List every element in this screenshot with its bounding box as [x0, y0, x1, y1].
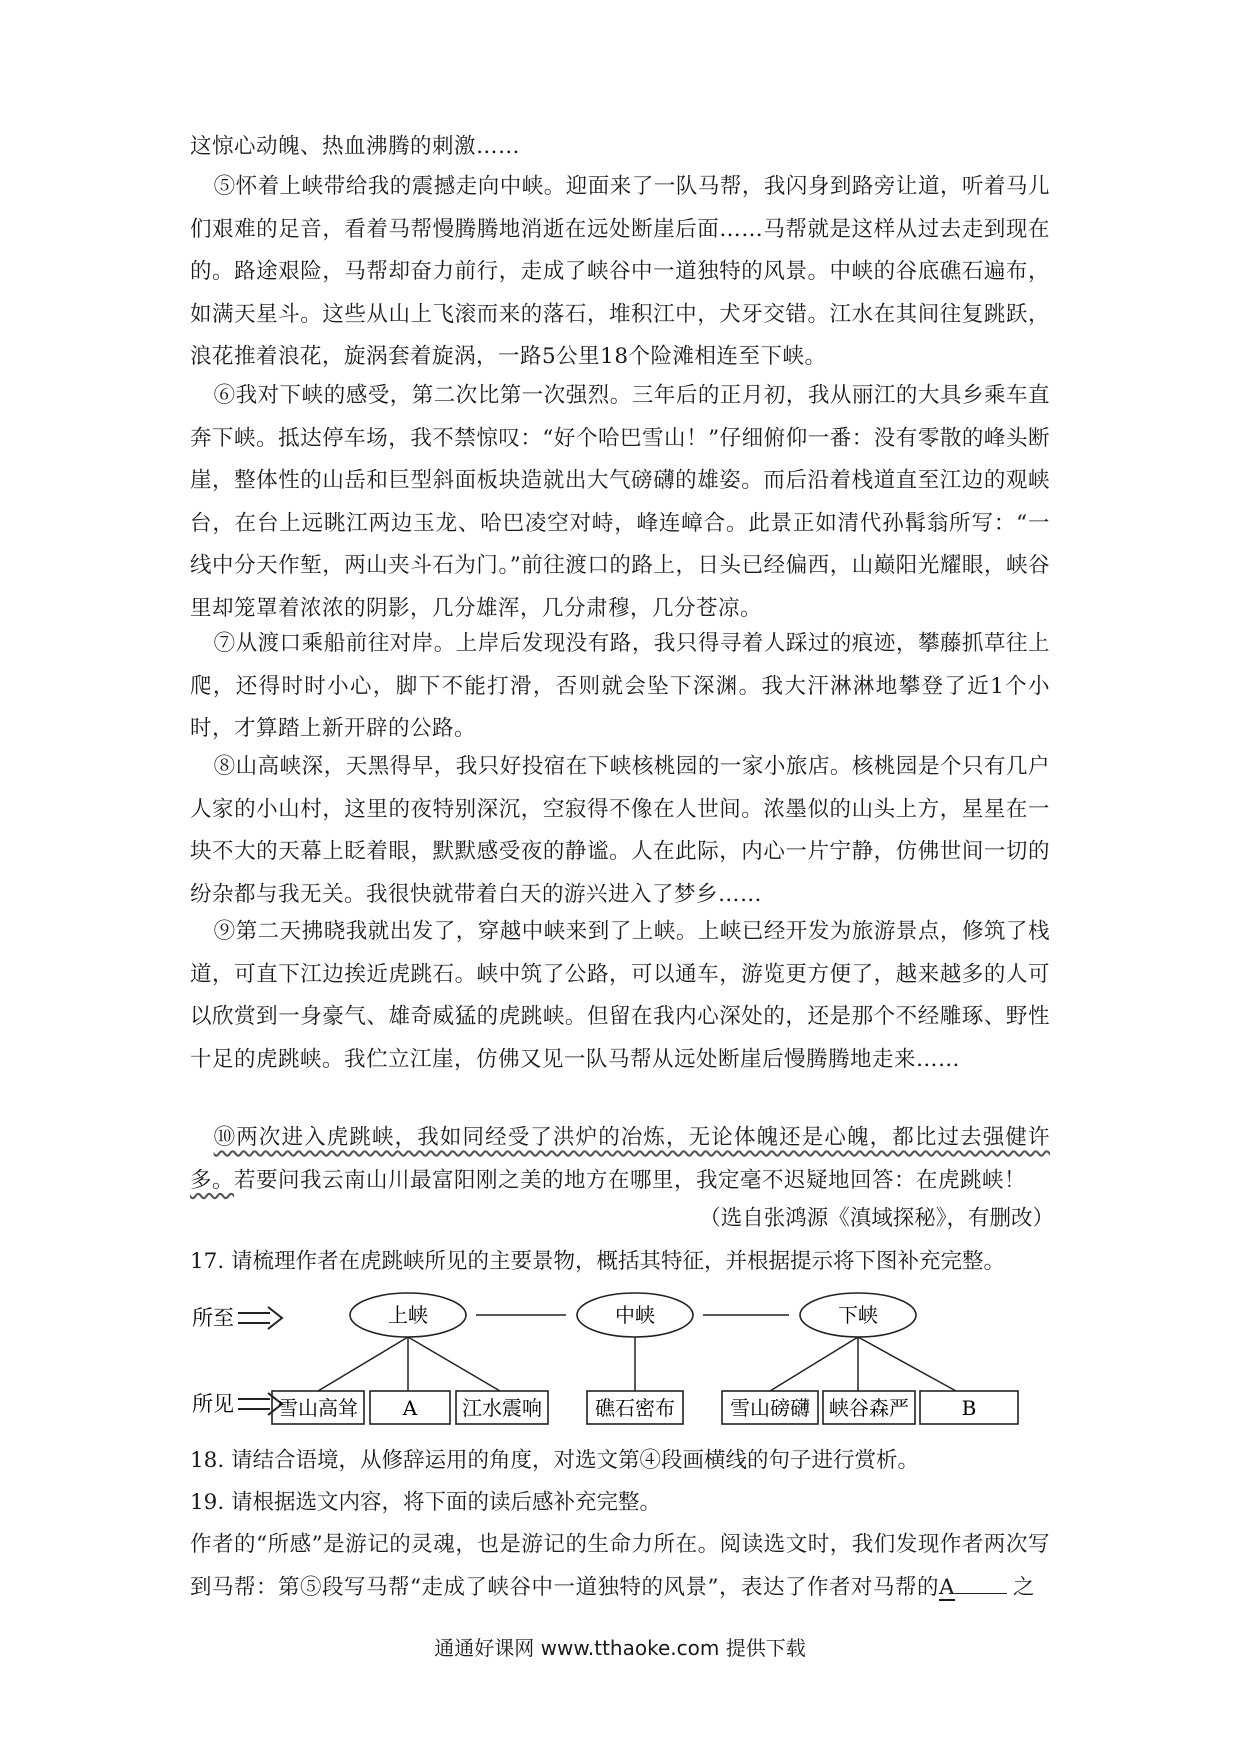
label-suozhi: 所至 — [192, 1306, 234, 1330]
arrow-icon — [238, 1307, 282, 1329]
branch-lines — [318, 1337, 956, 1391]
box-xueshan-bangbo-text: 雪山磅礴 — [730, 1396, 810, 1420]
box-jiangshui-zhenxiang-text: 江水震响 — [462, 1396, 542, 1420]
box-blank-b-text: B — [961, 1396, 977, 1420]
paragraph-5: ⑤怀着上峡带给我的震撼走向中峡。迎面来了一队马帮，我闪身到路旁让道，听着马儿们艰难的足音，看着马帮慢腾腾地消逝在远处断崖后面……马帮就是这样从过去走到现在的。路途艰险，马帮却奋力前行，走成了峡谷中一道独特的风景。中峡的谷底礁石遍布，如满天星斗。这些从山上飞滚而来的落石，堆积江中，犬牙交错。江水在其间往复跳跃，浪花推着浪花，旋涡套着旋涡，一路5公里18个险滩相连至下峡。 — [190, 174, 1050, 369]
blank-a-label: A — [939, 1574, 956, 1600]
box-xueshan-gaosong-text: 雪山高耸 — [278, 1396, 358, 1420]
node-shangxia-label: 上峡 — [388, 1303, 428, 1327]
paragraph-6: ⑥我对下峡的感受，第二次比第一次强烈。三年后的正月初，我从丽江的大具乡乘车直奔下峡。抵达停车场，我不禁惊叹：“好个哈巴雪山！”仔细俯仰一番：没有零散的峰头断崖，整体性的山岳和巨型斜面板块造就出大气磅礴的雄姿。而后沿着栈道直至江边的观峡台，在台上远眺江两边玉龙、哈巴凌空对峙，峰连嶂合。此景正如清代孙髯翁所写：“一线中分天作堑，两山夹斗石为门。”前往渡口的路上，日头已经偏西，山巅阳光耀眼，峡谷里却笼罩着浓浓的阴影，几分雄浑，几分肃穆，几分苍凉。 — [190, 383, 1050, 621]
source-citation: （选自张鸿源《滇域探秘》，有删改） — [699, 1206, 1054, 1231]
paragraph-9: ⑨第二天拂晓我就出发了，穿越中峡来到了上峡。上峡已经开发为旅游景点，修筑了栈道，可直下江边挨近虎跳石。峡中筑了公路，可以通车，游览更方便了，越来越多的人可以欣赏到一身豪气、雄奇威猛的虎跳峡。但留在我内心深处的，还是那个不经雕琢、野性十足的虎跳峡。我伫立江崖，仿佛又见一队马帮从远处断崖后慢腾腾地走来…… — [190, 919, 1050, 1072]
box-xiagu-senyan-text: 峡谷森严 — [829, 1396, 909, 1420]
q19-text-after: 之 — [1013, 1574, 1036, 1600]
arrow-icon — [238, 1393, 282, 1415]
box-jiaoshi-mibu-text: 礁石密布 — [595, 1396, 675, 1420]
paragraph-10 — [190, 1117, 1050, 1202]
box-blank-a-text: A — [402, 1396, 418, 1420]
question-17: 17. 请梳理作者在虎跳峡所见的主要景物，概括其特征，并根据提示将下图补充完整。 — [190, 1249, 1006, 1274]
question-19-text — [190, 1524, 1050, 1609]
node-xiaxia-label: 下峡 — [838, 1303, 878, 1327]
question-18: 18. 请结合语境，从修辞运用的角度，对选文第④段画横线的句子进行赏析。 — [190, 1448, 920, 1473]
page-footer: 通通好课网 www.tthaoke.com 提供下载 — [434, 1636, 806, 1660]
q19-text-part1: 作者的“所感”是游记的灵魂，也是游记的生命力所在。阅读选文时，我们发现作者两次写到马帮：第⑤段写马帮“走成了峡谷中一道独特的风景”，表达了作者对马帮的 — [190, 1532, 1050, 1600]
label-suojian: 所见 — [192, 1392, 234, 1416]
paragraph-7: ⑦从渡口乘船前往对岸。上岸后发现没有路，我只得寻着人踩过的痕迹，攀藤抓草往上爬，还得时时小心，脚下不能打滑，否则就会坠下深渊。我大汗淋淋地攀登了近1个小时，才算踏上新开辟的公路。 — [190, 631, 1050, 741]
scenery-diagram — [190, 1285, 1060, 1435]
node-zhongxia-label: 中峡 — [615, 1303, 655, 1327]
underlined-sentence: ⑩两次进入虎跳峡，我如同经受了洪炉的冶炼，无论体魄还是心魄，都比过去强健许多。 — [190, 1125, 1050, 1193]
question-19: 19. 请根据选文内容，将下面的读后感补充完整。 — [190, 1490, 662, 1515]
paragraph-8: ⑧山高峡深，天黑得早，我只好投宿在下峡核桃园的一家小旅店。核桃园是个只有几户人家的小山村，这里的夜特别深沉，空寂得不像在人世间。浓墨似的山头上方，星星在一块不大的天幕上眨着眼，默默感受夜的静谧。人在此际，内心一片宁静，仿佛世间一切的纷杂都与我无关。我很快就带着白天的游兴进入了梦乡…… — [190, 754, 1050, 907]
blank-a-line[interactable] — [955, 1575, 1007, 1594]
paragraph-4-end: 这惊心动魄、热血沸腾的刺激…… — [190, 134, 521, 159]
paragraph-10-rest: 若要问我云南山川最富阳刚之美的地方在哪里，我定毫不迟疑地回答：在虎跳峡！ — [234, 1167, 1027, 1193]
